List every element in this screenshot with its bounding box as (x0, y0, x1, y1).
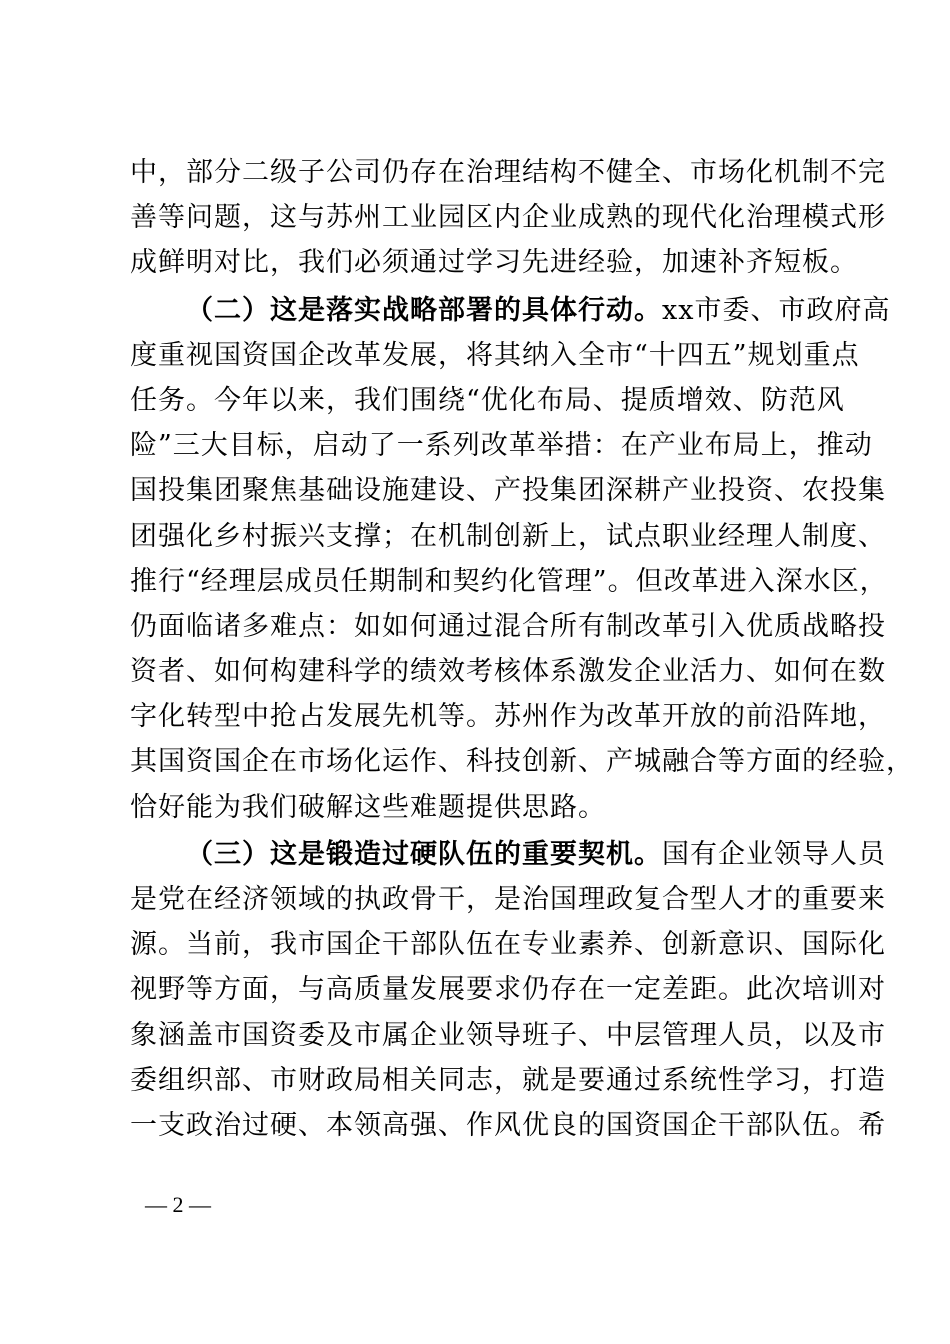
text-line: 国投集团聚焦基础设施建设、产投集团深耕产业投资、农投集 (130, 475, 886, 507)
text-line: 资者、如何构建科学的绩效考核体系激发企业活力、如何在数 (130, 656, 886, 688)
text-line: 视野等方面，与高质量发展要求仍存在一定差距。此次培训对 (130, 974, 886, 1006)
text-line: 源。当前，我市国企干部队伍在专业素养、创新意识、国际化 (130, 929, 886, 961)
text-line: 一支政治过硬、本领高强、作风优良的国资国企干部队伍。希 (130, 1109, 886, 1141)
text-line (130, 288, 891, 333)
section-heading-2: （二）这是落实战略部署的具体行动。 (186, 294, 662, 326)
text-line: 任务。今年以来，我们围绕“优化布局、提质增效、防范风 (130, 384, 845, 416)
text-line: 成鲜明对比，我们必须通过学习先进经验，加速补齐短板。 (130, 247, 858, 279)
text-line: 险”三大目标，启动了一系列改革举措：在产业布局上，推动 (130, 430, 873, 462)
document-page (130, 150, 914, 1148)
text-line: 善等问题，这与苏州工业园区内企业成熟的现代化治理模式形 (130, 202, 886, 234)
heading-line-rest: xx市委、市政府高 (662, 294, 891, 326)
text-line: 是党在经济领域的执政骨干，是治国理政复合型人才的重要来 (130, 884, 886, 915)
text-line: 其国资国企在市场化运作、科技创新、产城融合等方面的经验， (130, 746, 914, 778)
text-line: 象涵盖市国资委及市属企业领导班子、中层管理人员，以及市 (130, 1019, 886, 1051)
paragraph-1 (130, 150, 886, 286)
text-line: 仍面临诸多难点：如如何通过混合所有制改革引入优质战略投 (130, 610, 886, 642)
text-line: 字化转型中抢占发展先机等。苏州作为改革开放的前沿阵地， (130, 701, 886, 733)
page-number: — 2 — (145, 1192, 211, 1217)
paragraph-2 (130, 288, 914, 830)
paragraph-3 (130, 832, 886, 1148)
text-line: 团强化乡村振兴支撑；在机制创新上，试点职业经理人制度、 (130, 520, 886, 552)
text-line: 委组织部、市财政局相关同志，就是要通过系统性学习，打造 (130, 1064, 886, 1096)
text-line: 恰好能为我们破解这些难题提供思路。 (130, 791, 606, 823)
heading-line-rest: 国有企业领导人员 (662, 838, 886, 870)
text-line (130, 832, 886, 877)
text-line: 中，部分二级子公司仍存在治理结构不健全、市场化机制不完 (130, 157, 886, 188)
text-line: 推行“经理层成员任期制和契约化管理”。但改革进入深水区， (130, 565, 888, 597)
text-line: 度重视国资国企改革发展，将其纳入全市“十四五”规划重点 (130, 339, 860, 371)
section-heading-3: （三）这是锻造过硬队伍的重要契机。 (186, 838, 662, 870)
